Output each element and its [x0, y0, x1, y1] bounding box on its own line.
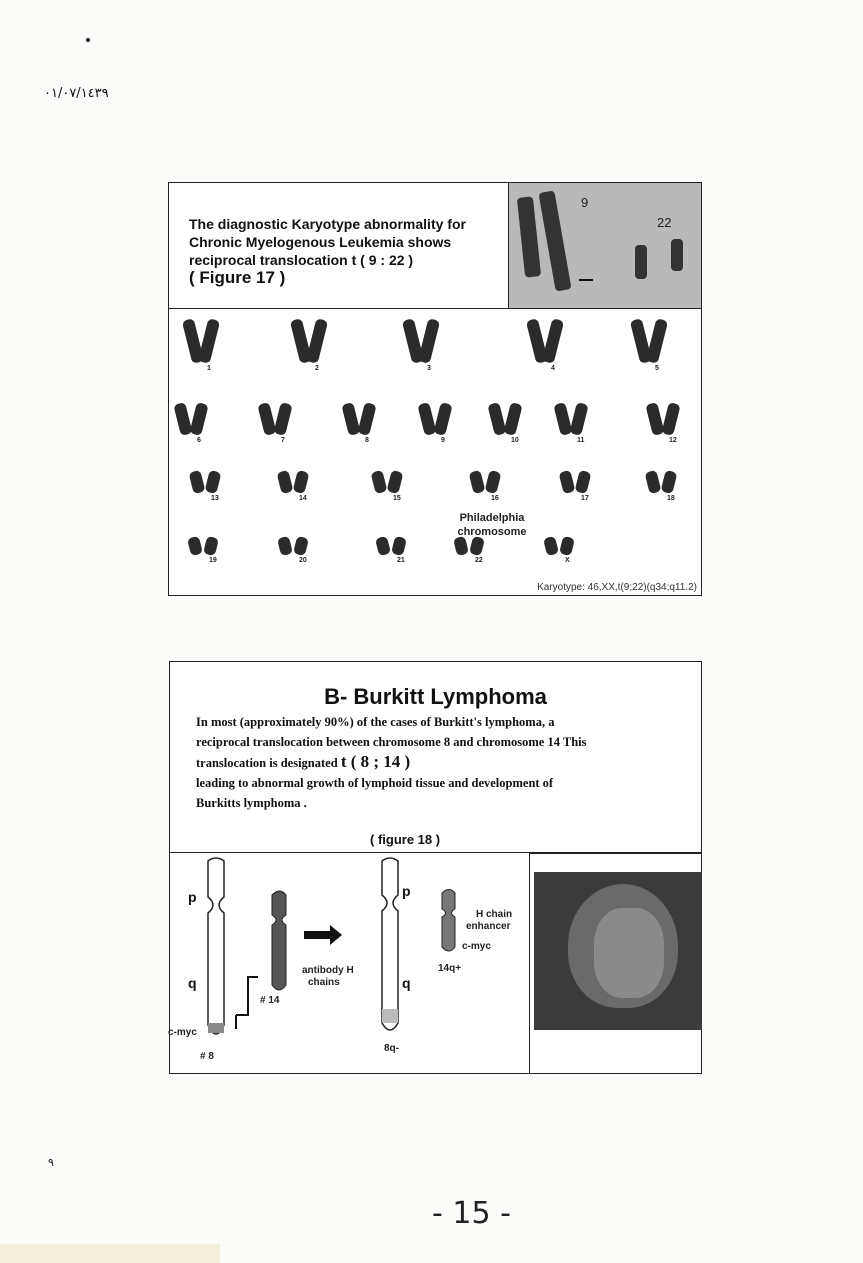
c-myc-label-2: c-myc — [462, 941, 491, 952]
figure-18-panel — [169, 661, 702, 1074]
bottom-edge-strip — [0, 1244, 220, 1263]
arrow-icon — [579, 279, 593, 281]
burkitt-line-5: Burkitts lymphoma . — [196, 796, 307, 810]
p-arm-label: p — [188, 889, 197, 905]
chromosome — [203, 536, 219, 556]
chromosome — [277, 536, 293, 556]
chromosome-number: 11 — [577, 437, 585, 444]
chromosome-number: 9 — [441, 437, 445, 444]
chr-8-label: # 8 — [200, 1051, 214, 1062]
figure-17-label: ( Figure 17 ) — [189, 268, 286, 287]
translocation-diagram — [170, 852, 530, 1074]
burkitt-title: B- Burkitt Lymphoma — [324, 684, 547, 709]
burkitt-patient-photo — [534, 872, 702, 1030]
chromosome — [375, 536, 391, 556]
chromosome-number: 8 — [365, 437, 369, 444]
chromosome — [433, 402, 452, 436]
antibody-label: antibody H — [302, 965, 354, 976]
14q-label: 14q+ — [438, 963, 462, 974]
chromosome-number: 4 — [551, 365, 555, 372]
chromosome — [293, 470, 310, 494]
chromosome-number: 7 — [281, 437, 285, 444]
chromosome — [187, 536, 203, 556]
right-arrow-icon — [304, 925, 342, 945]
chromosome — [418, 318, 440, 364]
philadelphia-line-2: chromosome — [457, 526, 527, 538]
8q-label: 8q- — [384, 1043, 399, 1054]
philadelphia-label — [437, 511, 547, 539]
photo-divider — [530, 852, 702, 854]
chromosome-number: 22 — [475, 557, 483, 564]
bracket-arrow-icon — [236, 977, 258, 1029]
figure-17-text-box — [169, 183, 509, 309]
chromosome — [277, 470, 294, 494]
chromosome — [569, 402, 588, 436]
figure-17-panel — [168, 182, 702, 596]
chromosome-number: 5 — [655, 365, 659, 372]
c-myc-label: c-myc — [168, 1027, 197, 1038]
chromosome — [189, 402, 208, 436]
derived-8q-shape — [382, 858, 398, 1030]
chromosome — [293, 536, 309, 556]
chromosome-number: 12 — [669, 437, 677, 444]
chromosome — [189, 470, 206, 494]
chromosome — [469, 470, 486, 494]
derived-14q-shape — [442, 890, 455, 952]
h-chain-label: H chain — [476, 909, 513, 920]
chromosome — [661, 402, 680, 436]
chromosome — [559, 470, 576, 494]
burkitt-line-3a: translocation is designated — [196, 756, 341, 770]
philadelphia-line-1: Philadelphia — [459, 512, 525, 524]
chr-14-label: # 14 — [260, 995, 280, 1006]
f17-line-1: The diagnostic Karyotype abnormality for — [189, 216, 466, 232]
f17-line-3: reciprocal translocation t ( 9 : 22 ) — [189, 252, 414, 268]
photo-label-9: 9 — [581, 195, 589, 210]
chromosome — [645, 470, 662, 494]
chromosome — [391, 536, 407, 556]
chromosome-number: 19 — [209, 557, 217, 564]
chromosome-8-shape — [208, 858, 224, 1034]
burkitt-line-4: leading to abnormal growth of lymphoid tissue and development of — [196, 776, 554, 790]
chromosome — [306, 318, 328, 364]
chromosome — [205, 470, 222, 494]
chromosome-number: 17 — [581, 495, 589, 502]
chromosome — [542, 318, 564, 364]
chromosome — [646, 318, 668, 364]
burkitt-line-2: reciprocal translocation between chromosome 8 and chromosome 14 This — [196, 735, 587, 749]
chromosome-number: X — [565, 557, 570, 564]
enhancer-label: enhancer — [466, 921, 511, 932]
burkitt-description — [196, 712, 672, 813]
chromosome-14-shape — [272, 891, 286, 990]
chromosome-number: 16 — [491, 495, 499, 502]
dot-mark — [86, 38, 90, 42]
figure-17-description — [189, 215, 466, 287]
translocation-notation: t ( 8 ; 14 ) — [340, 752, 411, 771]
chromosome — [371, 470, 388, 494]
chromosome-number: 3 — [427, 365, 431, 372]
header-date: ٠١/٠٧/١٤٣٩ — [44, 86, 109, 101]
chromosome-number: 2 — [315, 365, 319, 372]
chromosome-number: 20 — [299, 557, 307, 564]
chromosome — [575, 470, 592, 494]
burkitt-line-1: In most (approximately 90%) of the cases of Burkitt's lymphoma, a — [196, 715, 555, 729]
burkitt-line-3 — [196, 752, 672, 773]
page-number: - 15 - — [432, 1196, 511, 1231]
chromosome — [198, 318, 220, 364]
chains-label: chains — [308, 977, 340, 988]
chromosome — [503, 402, 522, 436]
q-arm-label-2: q — [402, 975, 411, 991]
c-myc-band — [208, 1023, 224, 1033]
chromosome-number: 21 — [397, 557, 405, 564]
chromosome — [357, 402, 376, 436]
karyotype-grid — [169, 309, 701, 595]
page-mark: ٩ — [48, 1157, 54, 1169]
chromosome-number: 14 — [299, 495, 307, 502]
chromosome-number: 10 — [511, 437, 519, 444]
karyotype-notation: Karyotype: 46,XX,t(9;22)(q34;q11.2) — [537, 582, 697, 593]
chromosome-number: 18 — [667, 495, 675, 502]
chromosome-number: 15 — [393, 495, 401, 502]
chromosome-number: 1 — [207, 365, 211, 372]
chromosome — [661, 470, 678, 494]
f17-line-2: Chronic Myelogenous Leukemia shows — [189, 234, 452, 250]
chromosome — [273, 402, 292, 436]
q-arm-label: q — [188, 975, 197, 991]
p-arm-label-2: p — [402, 883, 411, 899]
chromosome — [387, 470, 404, 494]
chromosome-9-22-photo — [509, 183, 701, 309]
chromosome-number: 6 — [197, 437, 201, 444]
photo-label-22: 22 — [657, 215, 672, 230]
chromosome-number: 13 — [211, 495, 219, 502]
chromosome — [559, 536, 575, 556]
translocation-svg — [170, 853, 528, 1073]
figure-18-caption: ( figure 18 ) — [370, 832, 441, 847]
chromosome — [485, 470, 502, 494]
